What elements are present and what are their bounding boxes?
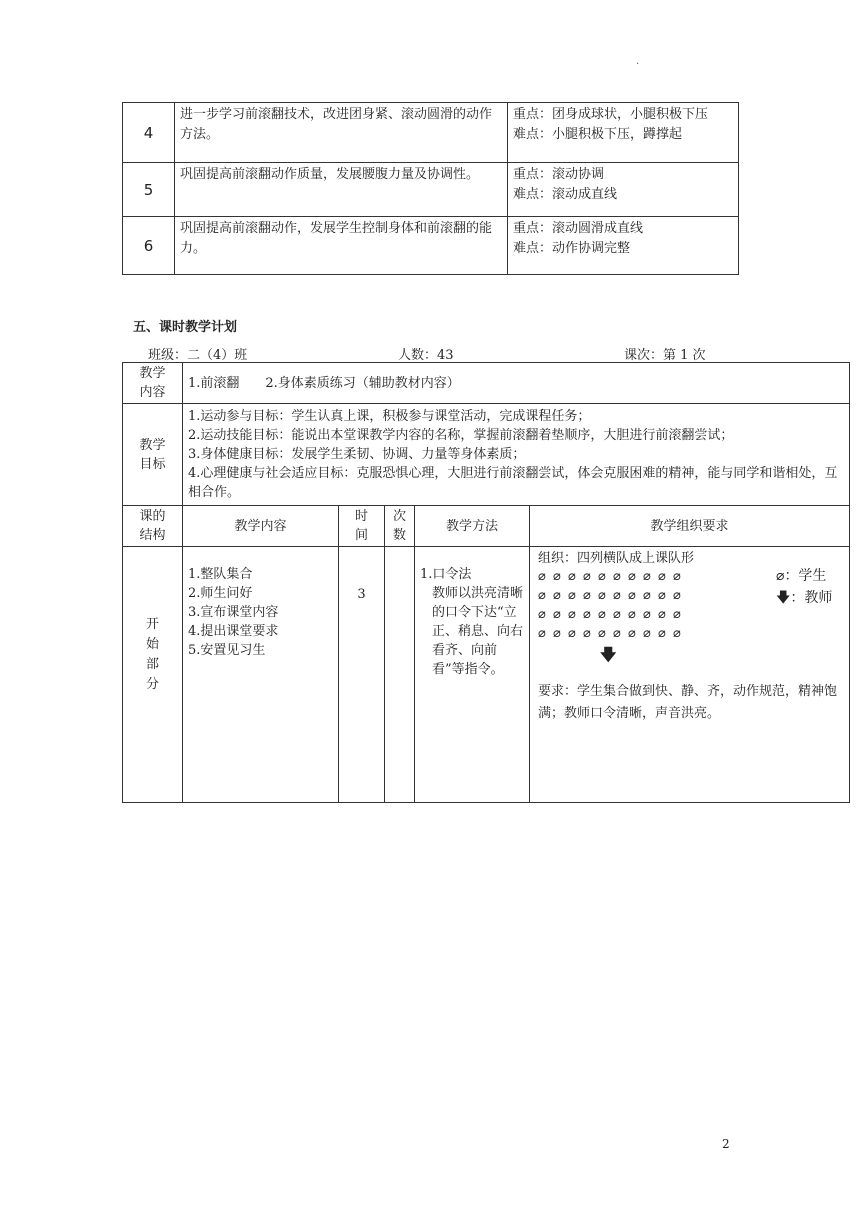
student-icon: ⌀ bbox=[568, 588, 575, 603]
student-icon: ⌀ bbox=[538, 569, 545, 584]
header-content: 教学内容 bbox=[183, 506, 339, 547]
student-icon: ⌀ bbox=[583, 607, 590, 622]
goal-item: 3.身体健康目标：发展学生柔韧、协调、力量等身体素质； bbox=[188, 447, 526, 462]
student-icon: ⌀ bbox=[613, 607, 620, 622]
section-label-char: 部 bbox=[145, 657, 159, 672]
student-icon: ⌀ bbox=[628, 588, 635, 603]
method-line-2: 教师以洪亮清晰的口令下达“立正、稍息、向右看齐、向前看”等指令。 bbox=[432, 586, 524, 677]
key-point: 重点：滚动圆滑成直线 bbox=[513, 221, 644, 236]
student-row bbox=[538, 586, 688, 605]
lesson-plan-table bbox=[122, 362, 850, 803]
student-icon: ⌀ bbox=[658, 588, 665, 603]
student-icon: ⌀ bbox=[643, 588, 650, 603]
table-row bbox=[123, 163, 739, 217]
header-times-text: 次 数 bbox=[392, 509, 406, 543]
section-label-char: 开 bbox=[145, 617, 159, 632]
student-icon: ⌀ bbox=[598, 607, 605, 622]
header-times bbox=[385, 506, 415, 547]
header-time-text: 时 间 bbox=[354, 509, 368, 543]
legend-student-text: ：学生 bbox=[784, 568, 827, 584]
header-structure-text: 课的 结构 bbox=[139, 509, 166, 543]
row-content: 巩固提高前滚翻动作质量，发展腰腹力量及协调性。 bbox=[175, 163, 508, 217]
student-icon: ⌀ bbox=[553, 569, 560, 584]
student-icon: ⌀ bbox=[613, 626, 620, 641]
row-number: 4 bbox=[123, 103, 175, 163]
start-times bbox=[385, 547, 415, 803]
student-icon: ⌀ bbox=[568, 607, 575, 622]
header-org: 教学组织要求 bbox=[530, 506, 850, 547]
student-icon: ⌀ bbox=[568, 626, 575, 641]
org-requirement: 要求：学生集合做到快、静、齐，动作规范，精神饱满；教师口令清晰，声音洪亮。 bbox=[538, 684, 838, 721]
student-icon: ⌀ bbox=[568, 569, 575, 584]
count-info: 人数：43 bbox=[398, 348, 454, 363]
student-icon: ⌀ bbox=[613, 569, 620, 584]
student-icon: ⌀ bbox=[643, 626, 650, 641]
content-label bbox=[123, 363, 183, 404]
method-line-1: 1.口令法 bbox=[420, 567, 472, 582]
row-key-points bbox=[508, 103, 739, 163]
list-item: 4.提出课堂要求 bbox=[188, 624, 279, 639]
row-content: 进一步学习前滚翻技术，改进团身紧、滚动圆滑的动作方法。 bbox=[175, 103, 508, 163]
student-icon: ⌀ bbox=[673, 588, 680, 603]
student-icon: ⌀ bbox=[538, 607, 545, 622]
student-icon: ⌀ bbox=[673, 607, 680, 622]
list-item: 2.师生问好 bbox=[188, 586, 253, 601]
start-method bbox=[415, 547, 530, 803]
key-point: 重点：滚动协调 bbox=[513, 167, 605, 182]
student-icon: ⌀ bbox=[776, 568, 785, 584]
header-mark: . bbox=[636, 56, 640, 67]
start-content bbox=[183, 547, 339, 803]
student-icon: ⌀ bbox=[658, 607, 665, 622]
legend-student bbox=[776, 567, 826, 586]
content-text: 1.前滚翻 2.身体素质练习（辅助教材内容） bbox=[183, 363, 850, 404]
table-row bbox=[123, 217, 739, 275]
student-icon: ⌀ bbox=[583, 588, 590, 603]
row-number: 5 bbox=[123, 163, 175, 217]
section-label-char: 始 bbox=[145, 637, 159, 652]
student-icon: ⌀ bbox=[598, 626, 605, 641]
goal-label-text: 教学 目标 bbox=[139, 437, 166, 472]
content-label-text: 教学 内容 bbox=[139, 366, 166, 400]
student-icon: ⌀ bbox=[538, 588, 545, 603]
row-content: 巩固提高前滚翻动作，发展学生控制身体和前滚翻的能力。 bbox=[175, 217, 508, 275]
section-title: 五、课时教学计划 bbox=[133, 320, 238, 335]
formation-diagram bbox=[530, 547, 849, 797]
student-icon: ⌀ bbox=[643, 569, 650, 584]
start-org bbox=[530, 547, 850, 803]
student-icon: ⌀ bbox=[553, 588, 560, 603]
session-info: 课次：第 1 次 bbox=[624, 348, 706, 363]
student-icon: ⌀ bbox=[643, 607, 650, 622]
org-title: 组织：四列横队成上课队形 bbox=[538, 551, 695, 566]
list-item: 1.整队集合 bbox=[188, 567, 253, 582]
student-icon: ⌀ bbox=[538, 626, 545, 641]
student-row bbox=[538, 605, 688, 624]
student-icon: ⌀ bbox=[598, 588, 605, 603]
student-icon: ⌀ bbox=[553, 607, 560, 622]
table-row bbox=[123, 103, 739, 163]
row-key-points bbox=[508, 217, 739, 275]
list-item: 3.宣布课堂内容 bbox=[188, 605, 279, 620]
section-label-char: 分 bbox=[145, 677, 159, 692]
goal-item: 2.运动技能目标：能说出本堂课教学内容的名称，掌握前滚翻着垫顺序，大胆进行前滚翻尝试； bbox=[188, 428, 734, 443]
student-icon: ⌀ bbox=[673, 569, 680, 584]
student-row bbox=[538, 567, 688, 586]
student-icon: ⌀ bbox=[628, 569, 635, 584]
student-row bbox=[538, 624, 688, 643]
key-point: 重点：团身成球状，小腿积极下压 bbox=[513, 107, 709, 122]
student-icon: ⌀ bbox=[658, 569, 665, 584]
lesson-progress-table bbox=[122, 102, 739, 275]
student-icon: ⌀ bbox=[613, 588, 620, 603]
row-key-points bbox=[508, 163, 739, 217]
student-icon: ⌀ bbox=[598, 569, 605, 584]
student-icon: ⌀ bbox=[583, 569, 590, 584]
legend-teacher-text: ：教师 bbox=[790, 590, 833, 606]
header-structure bbox=[123, 506, 183, 547]
goal-item: 1.运动参与目标：学生认真上课，积极参与课堂活动，完成课程任务； bbox=[188, 409, 591, 424]
start-section-label bbox=[123, 547, 183, 803]
page-number: 2 bbox=[722, 1137, 730, 1151]
row-number: 6 bbox=[123, 217, 175, 275]
student-icon: ⌀ bbox=[673, 626, 680, 641]
class-info: 班级：二（4）班 bbox=[148, 348, 248, 363]
student-icon: ⌀ bbox=[628, 607, 635, 622]
teacher-arrow-icon: 🡇 bbox=[600, 645, 617, 664]
goals-cell bbox=[183, 404, 850, 506]
student-icon: ⌀ bbox=[553, 626, 560, 641]
teacher-arrow-icon: 🡇 bbox=[776, 590, 791, 606]
key-point: 难点：动作协调完整 bbox=[513, 241, 631, 256]
start-time: 3 bbox=[339, 547, 385, 803]
goal-label bbox=[123, 404, 183, 506]
student-icon: ⌀ bbox=[658, 626, 665, 641]
header-time bbox=[339, 506, 385, 547]
goal-item: 4.心理健康与社会适应目标：克服恐惧心理，大胆进行前滚翻尝试，体会克服困难的精神，能与同学和谐相处，互相合作。 bbox=[188, 466, 838, 500]
key-point: 难点：小腿积极下压，蹲撑起 bbox=[513, 127, 683, 142]
list-item: 5.安置见习生 bbox=[188, 643, 266, 658]
student-icon: ⌀ bbox=[628, 626, 635, 641]
student-icon: ⌀ bbox=[583, 626, 590, 641]
header-method: 教学方法 bbox=[415, 506, 530, 547]
legend-teacher bbox=[776, 589, 832, 608]
key-point: 难点：滚动成直线 bbox=[513, 187, 618, 202]
